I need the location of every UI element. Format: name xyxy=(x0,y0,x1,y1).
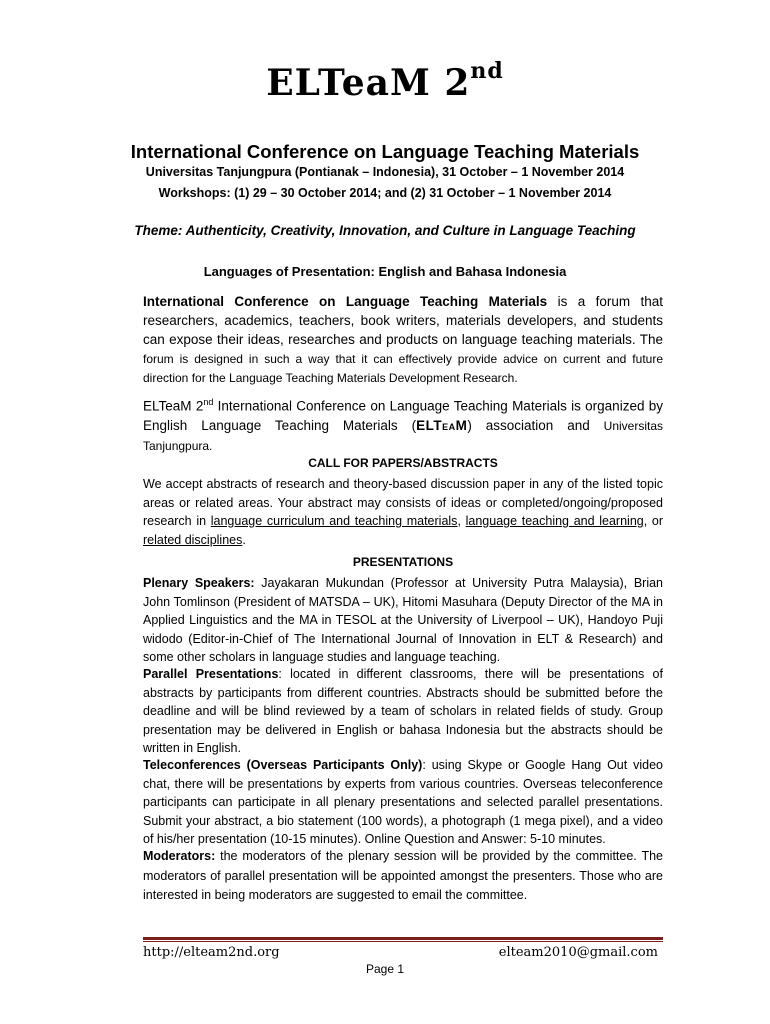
venue-line: Universitas Tanjungpura (Pontianak – Indonesia), 31 October – 1 November 2014 xyxy=(145,165,625,179)
intro-paragraph: International Conference on Language Teaching Materials is a forum that researchers, academics, teachers, book writers, materials developers, and students can expose their ideas, researches and products on language teaching materials. The forum is designed in such a way that it can effectively provide advice on current and future direction for the Language Teaching Materials Development Research. xyxy=(143,294,663,385)
parallel-paragraph: Parallel Presentations: located in different classrooms, there will be presentations of abstracts by participants from different countries. Abstracts should be submitted before the deadline and will be blind reviewed by a team of scholars in related fields of study. Group presentation may be delivered in English or bahasa Indonesia but the abstracts should be written in English. xyxy=(143,667,663,755)
organizer-paragraph: ELTeaM 2nd International Conference on Language Teaching Materials is organized by English Language Teaching Materials (ELTeaM) association and Universitas Tanjungpura. xyxy=(143,397,664,453)
teleconference-paragraph: Teleconferences (Overseas Participants Only): using Skype or Google Hang Out video chat, there will be presentations by experts from various countries. Overseas teleconference participants can participate in all plenary presentations and selected parallel presentations. Submit your abstract, a bio statement (100 words), a photograph (1 mega pixel), and a video of his/her presentation (10-15 minutes). Online Question and Answer: 5-10 minutes. xyxy=(143,758,664,846)
theme-line: Theme: Authenticity, Creativity, Innovation, and Culture in Language Teaching xyxy=(134,223,636,238)
footer-website[interactable]: http://elteam2nd.org xyxy=(143,945,280,960)
call-for-papers-paragraph: We accept abstracts of research and theory-based discussion paper in any of the listed topic areas or related areas. Your abstract may consists of ideas or completed/ongoing/proposed research in language curriculum and teaching materials, language teaching and learning, or related disciplines. xyxy=(143,477,663,547)
page-number: Page 1 xyxy=(365,962,405,976)
conference-logo: ELTeaM 2nd xyxy=(266,58,504,104)
link-curriculum[interactable]: language curriculum and teaching materials xyxy=(210,514,458,528)
footer-rule-thin xyxy=(143,941,663,942)
workshops-line: Workshops: (1) 29 – 30 October 2014; and (2) 31 October – 1 November 2014 xyxy=(158,186,612,200)
languages-line: Languages of Presentation: English and Bahasa Indonesia xyxy=(203,264,567,279)
moderators-paragraph: Moderators: the moderators of the plenary session will be provided by the committee. The moderators of parallel presentation will be appointed amongst the presenters. Those who are interested in being moderators are suggested to email the committee. xyxy=(143,849,663,902)
footer-rule xyxy=(143,937,663,940)
plenary-paragraph: Plenary Speakers: Jayakaran Mukundan (Professor at University Putra Malaysia), Brian John Tomlinson (President of MATSDA – UK), Hitomi Masuhara (Deputy Director of the MA in Applied Linguistics and the MA in TESOL at the University of Liverpool – UK), Handoyo Puji widodo (Editor-in-Chief of The International Journal of Innovation in ELT & Research) and some other scholars in language studies and language teaching. xyxy=(143,576,664,664)
presentations-heading: PRESENTATIONS xyxy=(352,555,454,569)
link-related-disciplines[interactable]: related disciplines xyxy=(143,532,243,547)
conference-title: International Conference on Language Teaching Materials xyxy=(130,141,640,162)
call-for-papers-heading: CALL FOR PAPERS/ABSTRACTS xyxy=(308,456,498,470)
link-teaching-learning[interactable]: language teaching and learning xyxy=(465,514,644,528)
footer-email[interactable]: elteam2010@gmail.com xyxy=(498,945,658,960)
